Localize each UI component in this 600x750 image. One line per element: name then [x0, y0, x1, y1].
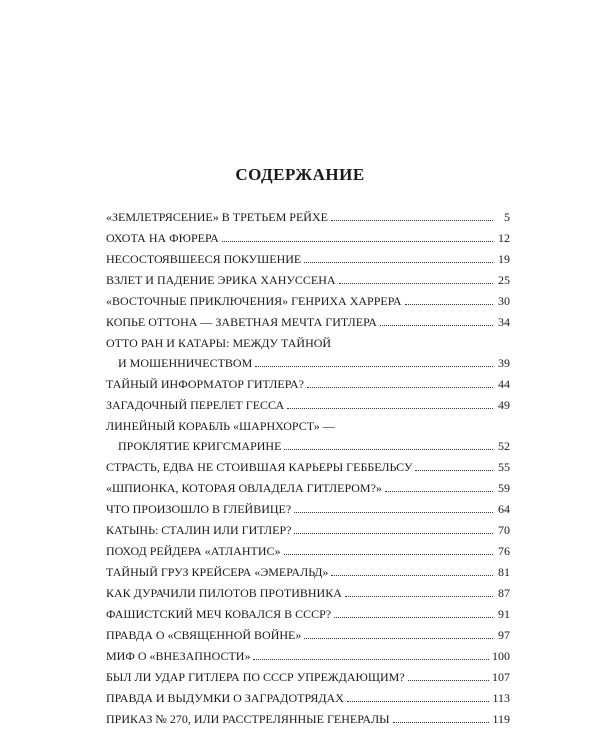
toc-entry-title: ПРАВДА О «СВЯЩЕННОЙ ВОЙНЕ»: [106, 628, 302, 642]
toc-entry: [106, 331, 510, 371]
toc-entry-row: [106, 310, 510, 330]
toc-page-number: 39: [498, 356, 510, 370]
dot-leader: [304, 638, 493, 639]
toc-entry-row: [106, 497, 510, 517]
toc-entry-row: [106, 518, 510, 538]
toc-entry: [106, 289, 510, 309]
toc-entry: [106, 205, 510, 225]
dot-leader: [408, 680, 489, 681]
dot-leader: [284, 554, 493, 555]
dot-leader: [222, 241, 493, 242]
dot-leader: [339, 283, 493, 284]
toc-entry-row: [106, 623, 510, 643]
toc-entry-row: [106, 476, 510, 496]
dot-leader: [304, 262, 493, 263]
toc-entry-row: [106, 393, 510, 413]
toc-entry: [106, 476, 510, 496]
page-title: СОДЕРЖАНИЕ: [235, 165, 365, 184]
toc-entry-title: ТАЙНЫЙ ИНФОРМАТОР ГИТЛЕРА?: [106, 377, 304, 391]
toc-page-number: 25: [498, 273, 510, 287]
toc-page-number: 81: [498, 565, 510, 579]
toc-page-number: 19: [498, 252, 510, 266]
toc-entry-row: [106, 686, 510, 706]
toc-entry-title: ЛИНЕЙНЫЙ КОРАБЛЬ «ШАРНХОРСТ» —: [106, 419, 335, 433]
toc-entry-title: БЫЛ ЛИ УДАР ГИТЛЕРА ПО СССР УПРЕЖДАЮЩИМ?: [106, 670, 405, 684]
toc-entry: [106, 497, 510, 517]
dot-leader: [331, 220, 493, 221]
toc-entry-row: [106, 539, 510, 559]
toc-page-number: 49: [498, 398, 510, 412]
toc-page-number: 107: [492, 670, 510, 684]
toc-page-number: 100: [492, 649, 510, 663]
toc-entry: [106, 665, 510, 685]
toc-entry: [106, 518, 510, 538]
toc-entry-row: [106, 289, 510, 309]
toc-page-number: 5: [504, 210, 510, 224]
toc-entry: [106, 455, 510, 475]
toc-entry-title: ЗАГАДОЧНЫЙ ПЕРЕЛЕТ ГЕССА: [106, 398, 285, 412]
dot-leader: [405, 304, 493, 305]
toc-entry-title: ПОХОД РЕЙДЕРА «АТЛАНТИС»: [106, 544, 281, 558]
dot-leader: [334, 617, 493, 618]
toc-entry-title: «ЗЕМЛЕТРЯСЕНИЕ» В ТРЕТЬЕМ РЕЙХЕ: [106, 210, 328, 224]
toc-entry-row: [106, 331, 510, 351]
toc-entry-title: «ВОСТОЧНЫЕ ПРИКЛЮЧЕНИЯ» ГЕНРИХА ХАРРЕРА: [106, 294, 402, 308]
toc-entry-title: ПРОКЛЯТИЕ КРИГСМАРИНЕ: [118, 439, 282, 453]
toc-page-number: 59: [498, 481, 510, 495]
toc-entry-row: [106, 414, 510, 434]
toc-page-number: 34: [498, 315, 510, 329]
dot-leader: [415, 470, 493, 471]
toc-entry-row: [106, 268, 510, 288]
toc-page-number: 30: [498, 294, 510, 308]
dot-leader: [393, 722, 490, 723]
toc-page-number: 55: [498, 460, 510, 474]
toc-entry: [106, 602, 510, 622]
toc-entry-row: [106, 644, 510, 664]
toc-entry-title: ПРАВДА И ВЫДУМКИ О ЗАГРАДОТРЯДАХ: [106, 691, 344, 705]
toc-entry-title: ФАШИСТСКИЙ МЕЧ КОВАЛСЯ В СССР?: [106, 607, 332, 621]
toc-entry-row: [106, 665, 510, 685]
toc-page-number: 91: [498, 607, 510, 621]
dot-leader: [255, 366, 493, 367]
toc-entry-title: КАТЫНЬ: СТАЛИН ИЛИ ГИТЛЕР?: [106, 523, 292, 537]
toc-page-number: 44: [498, 377, 510, 391]
toc-entry: [106, 372, 510, 392]
toc-entry-row: [106, 372, 510, 392]
dot-leader: [347, 701, 490, 702]
toc-entry-title: И МОШЕННИЧЕСТВОМ: [118, 356, 253, 370]
dot-leader: [287, 408, 493, 409]
toc-page-number: 12: [498, 231, 510, 245]
toc-entry-title: ОТТО РАН И КАТАРЫ: МЕЖДУ ТАЙНОЙ: [106, 336, 332, 350]
toc-entry-title: ОХОТА НА ФЮРЕРА: [106, 231, 219, 245]
dot-leader: [253, 659, 489, 660]
toc-entry: [106, 310, 510, 330]
dot-leader: [284, 449, 493, 450]
toc-entry-row: [106, 226, 510, 246]
toc-entry-title: СТРАСТЬ, ЕДВА НЕ СТОИВШАЯ КАРЬЕРЫ ГЕББЕЛЬСУ: [106, 460, 413, 474]
toc-page-number: 70: [498, 523, 510, 537]
dot-leader: [380, 325, 493, 326]
toc-entry-title: ТАЙНЫЙ ГРУЗ КРЕЙСЕРА «ЭМЕРАЛЬД»: [106, 565, 329, 579]
table-of-contents: [106, 205, 510, 728]
toc-entry-title: МИФ О «ВНЕЗАПНОСТИ»: [106, 649, 251, 663]
toc-entry-row: [106, 581, 510, 601]
dot-leader: [345, 596, 493, 597]
toc-entry: [106, 414, 510, 454]
dot-leader: [331, 575, 493, 576]
toc-page-number: 87: [498, 586, 510, 600]
toc-entry: [106, 560, 510, 580]
toc-page-number: 64: [498, 502, 510, 516]
toc-entry-title: КОПЬЕ ОТТОНА — ЗАВЕТНАЯ МЕЧТА ГИТЛЕРА: [106, 315, 377, 329]
toc-entry-row: [106, 434, 510, 454]
toc-page-number: 52: [498, 439, 510, 453]
toc-page-number: 113: [492, 691, 510, 705]
toc-entry: [106, 226, 510, 246]
dot-leader: [294, 512, 493, 513]
toc-entry-title: НЕСОСТОЯВШЕЕСЯ ПОКУШЕНИЕ: [106, 252, 302, 266]
toc-entry-row: [106, 351, 510, 371]
toc-entry: [106, 623, 510, 643]
toc-entry-title: ПРИКАЗ № 270, ИЛИ РАССТРЕЛЯННЫЕ ГЕНЕРАЛЫ: [106, 712, 390, 726]
toc-entry: [106, 539, 510, 559]
toc-entry-row: [106, 602, 510, 622]
dot-leader: [307, 387, 493, 388]
toc-entry: [106, 581, 510, 601]
toc-page-number: 119: [492, 712, 510, 726]
toc-entry: [106, 707, 510, 727]
toc-entry: [106, 268, 510, 288]
toc-entry-title: «ШПИОНКА, КОТОРАЯ ОВЛАДЕЛА ГИТЛЕРОМ?»: [106, 481, 382, 495]
toc-page-number: 97: [498, 628, 510, 642]
toc-entry-row: [106, 247, 510, 267]
toc-entry-row: [106, 205, 510, 225]
dot-leader: [385, 491, 493, 492]
toc-entry-row: [106, 560, 510, 580]
toc-entry: [106, 686, 510, 706]
toc-entry: [106, 247, 510, 267]
toc-entry-title: ВЗЛЕТ И ПАДЕНИЕ ЭРИКА ХАНУССЕНА: [106, 273, 336, 287]
toc-entry: [106, 393, 510, 413]
toc-entry-title: КАК ДУРАЧИЛИ ПИЛОТОВ ПРОТИВНИКА: [106, 586, 342, 600]
toc-entry: [106, 644, 510, 664]
toc-entry-row: [106, 455, 510, 475]
dot-leader: [294, 533, 493, 534]
toc-page-number: 76: [498, 544, 510, 558]
toc-entry-row: [106, 707, 510, 727]
toc-entry-title: ЧТО ПРОИЗОШЛО В ГЛЕЙВИЦЕ?: [106, 502, 292, 516]
